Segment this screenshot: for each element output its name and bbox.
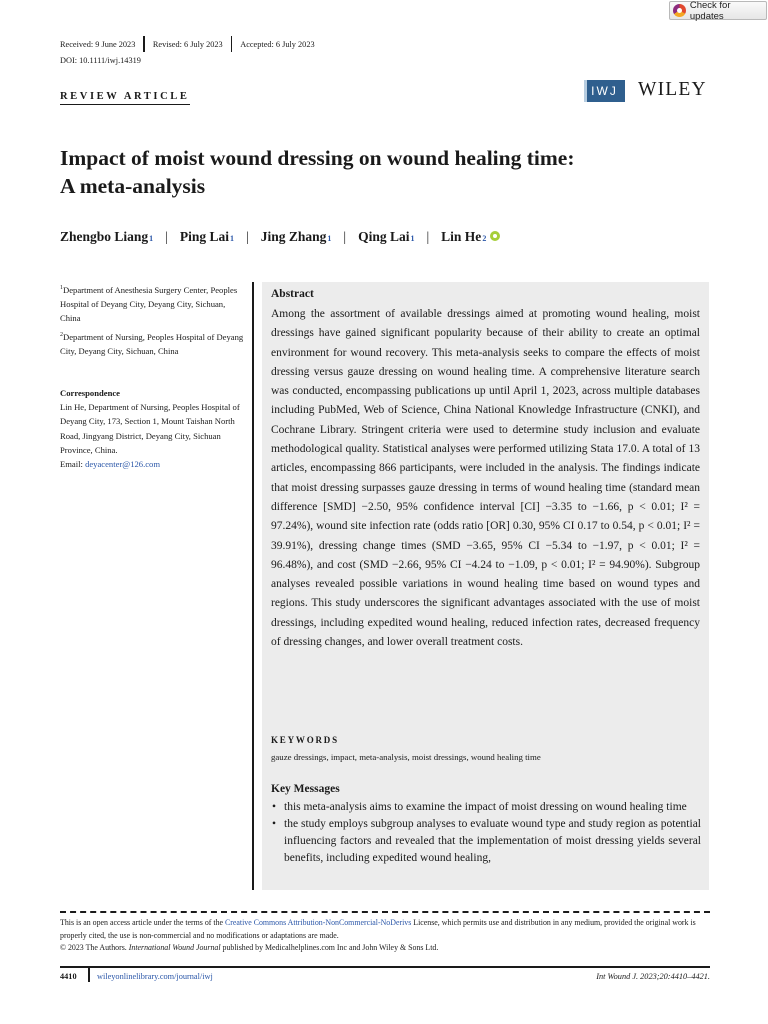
- author-separator: |: [343, 229, 347, 244]
- email-link[interactable]: deyacenter@126.com: [85, 459, 161, 470]
- abstract-text: Among the assortment of available dressings aimed at promoting wound healing, moist dressings have gained significant popularity because of their ability to create an optimal environment for wound recovery. This meta-analysis seeks to compare the effects of moist dressing versus gauze dressing on wound healing time. A comprehensive literature search was conducted, encompassing publications up until April 1, 2023, across multiple databases including PubMed, Web of Science, China National Knowledge Infrastructure (CNKI), and Cochrane Library. Stringent criteria were used to determine study inclusion and evaluate methodological quality. Statistical analyses were performed utilizing Stata 17.0. A total of 13 articles, encompassing 866 participants, were included in the analysis. The findings indicate that moist dressing surpasses gauze dressing in terms of wound healing time (standard mean difference [SMD] −2.50, 95% confidence interval [CI] −3.35 to −1.66, p < 0.01; I² = 97.24%), wound site infection rate (odds ratio [OR] 0.30, 95% CI 0.17 to 0.54, p < 0.01; I² = 39.91%), dressing change times (SMD −3.65, 95% CI −5.34 to −1.97, p < 0.01; I² = 96.48%), and cost (SMD −2.66, 95% CI −4.24 to −1.09, p < 0.01; I² = 94.90%). Subgroup analyses revealed possible variations in wound healing time based on wound types and regions. This study underscores the significant advantages associated with the use of moist dressings, including expedited wound healing, reduced infection rates, decreased frequency of dressing changes, and lower overall treatment costs.: [271, 308, 700, 649]
- author-name[interactable]: Jing Zhang: [260, 229, 327, 244]
- correspondence-email: Email: deyacenter@126.com: [60, 459, 161, 470]
- date-divider: [143, 36, 145, 52]
- crossmark-icon: [673, 4, 686, 17]
- revised-date: Revised: 6 July 2023: [152, 39, 223, 49]
- check-for-updates-label: Check for updates: [689, 0, 731, 22]
- journal-logo: IWJ: [584, 80, 625, 102]
- author-separator: |: [426, 229, 430, 244]
- abstract-heading: Abstract: [271, 288, 314, 300]
- received-date: Received: 9 June 2023: [60, 39, 136, 49]
- author-affiliation-marker[interactable]: 1: [149, 234, 154, 243]
- abstract-divider: [252, 282, 254, 890]
- key-messages-heading: Key Messages: [271, 783, 340, 795]
- journal-url-link[interactable]: wileyonlinelibrary.com/journal/iwj: [97, 972, 213, 981]
- author-name[interactable]: Ping Lai: [179, 229, 230, 244]
- author-affiliation-marker[interactable]: 1: [410, 234, 415, 243]
- author-separator: |: [165, 229, 168, 244]
- key-message-item: • this meta-analysis aims to examine the impact of moist dressing on wound healing time: [271, 799, 701, 816]
- affiliation-item: $^2$Department of Nursing, Peoples Hospital of Deyang City, Deyang City, Sichuan, China: [60, 331, 244, 356]
- author-name[interactable]: Qing Lai: [358, 229, 410, 244]
- date-divider: [231, 36, 233, 52]
- key-messages-list: [271, 799, 701, 867]
- article-title: [60, 144, 720, 200]
- orcid-icon[interactable]: [490, 231, 500, 241]
- correspondence-body: Lin He, Department of Nursing, Peoples Hospital of Deyang City, 173, Section 1, Mount Taishan North Road, Jingyang District, Deyang City, Sichuan Province, China.: [60, 402, 240, 455]
- license-note: This is an open access article under the terms of the Creative Commons Attribution-NonCommercial-NoDerivs License, which permits use and distribution in any medium, provided the original work is properly cited, the use is non-commercial and no modifications or adaptations are made. © 2023 The Authors. International Wound Journal published by Medicalhelplines.com Inc and John Wiley & Sons Ltd.: [60, 918, 696, 952]
- keywords-heading: KEYWORDS: [271, 735, 339, 745]
- author-affiliation-marker[interactable]: 2: [482, 234, 487, 243]
- author-affiliation-marker[interactable]: 1: [327, 234, 332, 243]
- author-name[interactable]: Zhengbo Liang: [60, 229, 149, 244]
- author-name[interactable]: Lin He: [441, 229, 482, 244]
- license-link[interactable]: Creative Commons Attribution-NonCommercial-NoDerivs: [225, 918, 412, 927]
- page-footer-rule: [60, 966, 710, 968]
- title-line-1: Impact of moist wound dressing on wound healing time:: [60, 146, 575, 170]
- affiliation-item: $^1$Department of Anesthesia Surgery Center, Peoples Hospital of Deyang City, Deyang City, Sichuan, China: [60, 285, 238, 324]
- correspondence-heading: Correspondence: [60, 388, 120, 398]
- page-footer-separator: [88, 968, 90, 982]
- article-type: REVIEW ARTICLE: [60, 91, 190, 105]
- author-affiliation-marker[interactable]: 1: [230, 234, 235, 243]
- author-list: [60, 229, 500, 245]
- title-line-2: A meta-analysis: [60, 174, 206, 198]
- citation: Int Wound J. 2023;20:4410–4421.: [596, 972, 710, 981]
- page-number: 4410: [60, 972, 77, 981]
- correspondence: [60, 386, 250, 471]
- accepted-date: Accepted: 6 July 2023: [240, 39, 315, 49]
- check-for-updates-button[interactable]: [669, 1, 767, 20]
- article-dates: [60, 36, 315, 52]
- keywords-text: gauze dressings, impact, meta-analysis, moist dressings, wound healing time: [271, 752, 541, 762]
- author-separator: |: [246, 229, 249, 244]
- footer-divider: [60, 911, 710, 913]
- doi: DOI: 10.1111/iwj.14319: [60, 56, 141, 65]
- affiliations: [60, 281, 246, 360]
- publisher-logo: WILEY: [638, 79, 707, 100]
- key-message-item: • the study employs subgroup analyses to evaluate wound type and study region as potential influencing factors and revealed that the implementation of moist dressing yields several benefits, including expedited wound healing,: [271, 816, 701, 867]
